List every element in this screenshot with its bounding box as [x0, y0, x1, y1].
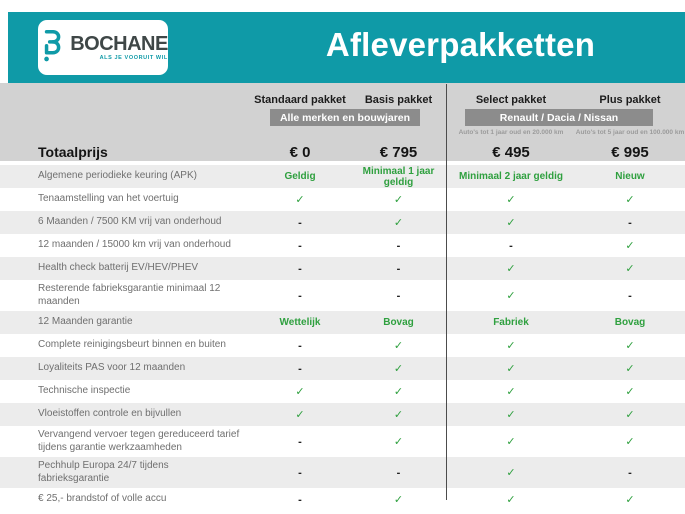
- row-label: Technische inspectie: [38, 385, 131, 397]
- check-icon: ✓: [506, 290, 516, 302]
- group-bar-row: [0, 109, 685, 126]
- check-icon: ✓: [506, 263, 516, 275]
- text-value: Geldig: [284, 171, 316, 182]
- dash-value: -: [396, 262, 401, 275]
- row-label: Vloeistoffen controle en bijvullen: [38, 408, 182, 420]
- table-row: [0, 311, 685, 334]
- dash-value: -: [298, 493, 302, 506]
- check-icon: ✓: [506, 363, 516, 375]
- check-icon: ✓: [625, 240, 635, 252]
- check-icon: ✓: [625, 363, 635, 375]
- check-icon: ✓: [625, 194, 635, 206]
- check-icon: ✓: [393, 436, 404, 448]
- table-row: [0, 357, 685, 380]
- table-row: [0, 165, 685, 188]
- check-icon: ✓: [393, 494, 404, 506]
- table-row: [0, 457, 685, 488]
- table-row: [0, 334, 685, 357]
- dash-value: -: [298, 362, 302, 375]
- dash-value: -: [298, 339, 302, 352]
- check-icon: ✓: [506, 467, 516, 479]
- text-value: Fabriek: [493, 317, 529, 328]
- table-header: [0, 83, 685, 161]
- dash-value: -: [628, 289, 632, 302]
- brand-tagline: ALS JE VOORUIT WIL: [99, 54, 168, 61]
- row-label: 6 Maanden / 7500 KM vrij van onderhoud: [38, 216, 222, 228]
- dash-value: -: [396, 239, 401, 252]
- column-header-basis-pakket: Basis pakket: [364, 93, 433, 106]
- check-icon: ✓: [393, 386, 404, 398]
- column-header-select-pakket: Select pakket: [475, 93, 547, 106]
- row-label: 12 Maanden garantie: [38, 316, 133, 328]
- row-label: Tenaamstelling van het voertuig: [38, 193, 179, 205]
- check-icon: ✓: [625, 494, 635, 506]
- check-icon: ✓: [625, 409, 635, 421]
- dash-value: -: [509, 239, 513, 252]
- total-price-row: [0, 139, 685, 165]
- check-icon: ✓: [393, 409, 404, 421]
- row-label: Health check batterij EV/HEV/PHEV: [38, 262, 199, 274]
- check-icon: ✓: [295, 386, 305, 398]
- text-value: Minimaal 1 jaar geldig: [362, 165, 435, 188]
- dash-value: -: [396, 466, 401, 479]
- select-pakket-note: Auto's tot 1 jaar oud en 20.000 km: [458, 129, 564, 136]
- check-icon: ✓: [625, 263, 635, 275]
- check-icon: ✓: [506, 436, 516, 448]
- feature-rows: [0, 165, 685, 511]
- text-value: Minimaal 2 jaar geldig: [459, 171, 563, 182]
- price-plus-pakket: € 995: [611, 143, 649, 161]
- column-note-row: [0, 126, 685, 139]
- dash-value: -: [396, 289, 401, 302]
- column-group-divider: [446, 84, 447, 500]
- text-value: Nieuw: [615, 171, 645, 182]
- table-row: [0, 488, 685, 511]
- check-icon: ✓: [625, 386, 635, 398]
- row-label: Algemene periodieke keuring (APK): [38, 170, 197, 182]
- dash-value: -: [298, 262, 302, 275]
- column-header-plus-pakket: Plus pakket: [599, 93, 661, 106]
- plus-pakket-note: Auto's tot 5 jaar oud en 100.000 km: [575, 129, 685, 136]
- dash-value: -: [298, 435, 302, 448]
- check-icon: ✓: [295, 194, 305, 206]
- table-row: [0, 211, 685, 234]
- check-icon: ✓: [625, 436, 635, 448]
- group-bar-renault-dacia-nissan: Renault / Dacia / Nissan: [465, 109, 653, 126]
- price-basis-pakket: € 795: [379, 143, 418, 161]
- check-icon: ✓: [506, 340, 516, 352]
- price-standaard-pakket: € 0: [289, 143, 311, 161]
- text-value: Wettelijk: [279, 317, 321, 328]
- check-icon: ✓: [393, 363, 404, 375]
- brand-name: BOCHANE: [70, 32, 168, 55]
- check-icon: ✓: [506, 386, 516, 398]
- table-row: [0, 380, 685, 403]
- check-icon: ✓: [506, 409, 516, 421]
- dash-value: -: [298, 239, 302, 252]
- table-row: [0, 234, 685, 257]
- check-icon: ✓: [506, 217, 516, 229]
- text-value: Bovag: [383, 317, 414, 328]
- check-icon: ✓: [506, 494, 516, 506]
- check-icon: ✓: [295, 409, 305, 421]
- check-icon: ✓: [625, 340, 635, 352]
- page-title: Afleverpakketten: [325, 26, 596, 63]
- dash-value: -: [298, 289, 302, 302]
- row-label: Resterende fabrieksgarantie minimaal 12 maanden: [38, 283, 221, 307]
- column-header-standaard-pakket: Standaard pakket: [254, 93, 346, 106]
- header-band: [8, 12, 685, 83]
- group-bar-alle-merken: Alle merken en bouwjaren: [270, 109, 420, 126]
- table-row: [0, 426, 685, 457]
- package-name-row: [0, 83, 685, 109]
- price-select-pakket: € 495: [492, 143, 530, 161]
- total-price-label: Totaalprijs: [38, 144, 108, 160]
- row-label: Complete reinigingsbeurt binnen en buiten: [38, 339, 226, 351]
- check-icon: ✓: [393, 340, 404, 352]
- row-label: € 25,- brandstof of volle accu: [38, 493, 167, 505]
- check-icon: ✓: [506, 194, 516, 206]
- dash-value: -: [628, 216, 632, 229]
- row-label: 12 maanden / 15000 km vrij van onderhoud: [38, 239, 231, 251]
- text-value: Bovag: [614, 317, 646, 328]
- check-icon: ✓: [393, 217, 404, 229]
- dash-value: -: [628, 466, 632, 479]
- dash-value: -: [298, 466, 302, 479]
- check-icon: ✓: [393, 194, 404, 206]
- row-label: Pechhulp Europa 24/7 tijdens fabrieksgarantie: [38, 460, 169, 484]
- table-row: [0, 257, 685, 280]
- table-row: [0, 280, 685, 311]
- dash-value: -: [298, 216, 302, 229]
- table-row: [0, 403, 685, 426]
- row-label: Loyaliteits PAS voor 12 maanden: [38, 362, 186, 374]
- row-label: Vervangend vervoer tegen gereduceerd tarief tijdens garantie werkzaamheden: [38, 429, 240, 453]
- table-row: [0, 188, 685, 211]
